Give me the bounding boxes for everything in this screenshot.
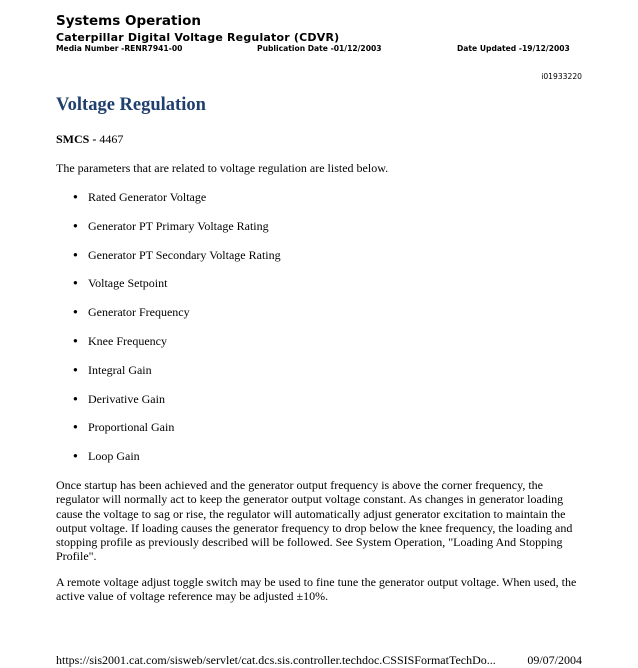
list-item: ● Rated Generator Voltage: [56, 185, 281, 214]
page-title: Voltage Regulation: [56, 95, 206, 115]
list-item: ● Generator PT Primary Voltage Rating: [56, 214, 281, 243]
list-item: ● Generator PT Secondary Voltage Rating: [56, 243, 281, 272]
list-item: ● Generator Frequency: [56, 300, 281, 329]
list-item: ● Proportional Gain: [56, 415, 281, 444]
smcs-value: 4467: [99, 132, 124, 146]
list-item: ● Integral Gain: [56, 358, 281, 387]
footer-url: https://sis2001.cat.com/sisweb/servlet/cat.dcs.sis.controller.techdoc.CSSISFormatTechDo...: [56, 653, 496, 667]
media-number: Media Number -RENR7941-00: [56, 44, 183, 53]
list-item: ● Knee Frequency: [56, 329, 281, 358]
list-item: ● Derivative Gain: [56, 387, 281, 416]
date-updated: Date Updated -19/12/2003: [457, 44, 570, 53]
publication-date: Publication Date -01/12/2003: [257, 44, 382, 53]
body-paragraph: Once startup has been achieved and the generator output frequency is above the corner frequency, the regulator will normally act to keep the generator output voltage constant. As changes in generator loading cause the voltage to sag or rise, the regulator will automatically adjust generator excitation to maintain the output voltage. If loading causes the generator frequency to drop below the knee frequency, the loading and stopping profile as previously described will be followed. See System Operation, "Loading And Stopping Profile".: [56, 478, 573, 564]
footer-date: 09/07/2004: [527, 653, 582, 667]
section-heading: Systems Operation: [56, 13, 201, 29]
smcs-code: [56, 132, 123, 147]
parameter-list: [56, 185, 281, 473]
document-subtitle: Caterpillar Digital Voltage Regulator (CDVR): [56, 31, 340, 44]
illustration-id: i01933220: [541, 72, 582, 81]
list-item: ● Voltage Setpoint: [56, 271, 281, 300]
intro-text: The parameters that are related to voltage regulation are listed below.: [56, 161, 389, 175]
list-item: ● Loop Gain: [56, 444, 281, 473]
smcs-label: SMCS -: [56, 132, 97, 146]
body-paragraph: A remote voltage adjust toggle switch may be used to fine tune the generator output voltage. When used, the active value of voltage reference may be adjusted ±10%.: [56, 575, 577, 604]
